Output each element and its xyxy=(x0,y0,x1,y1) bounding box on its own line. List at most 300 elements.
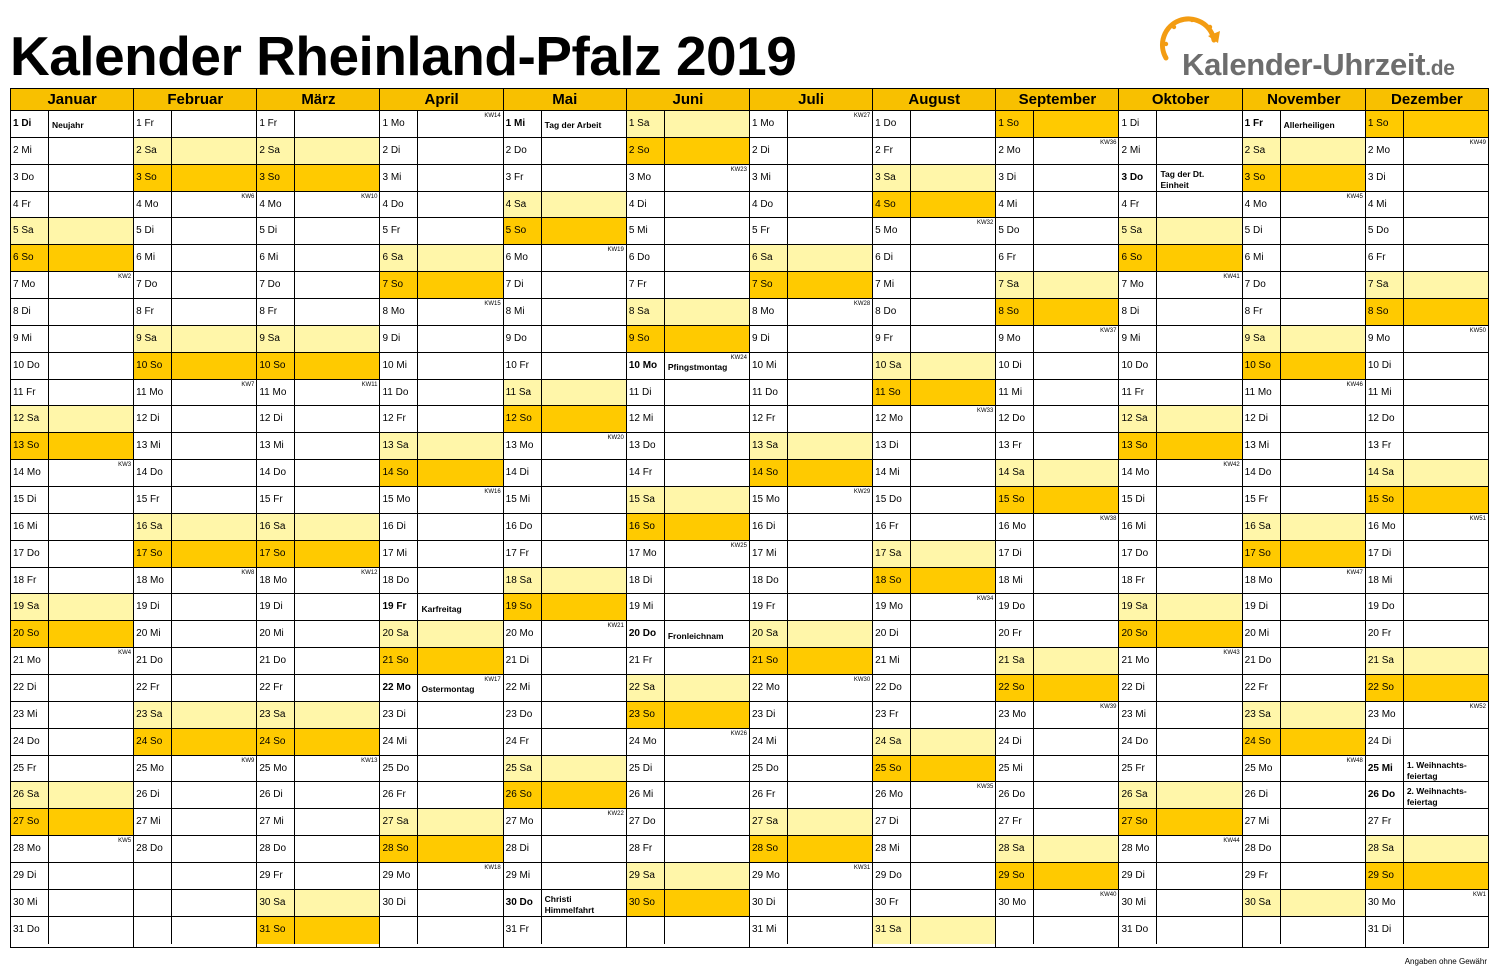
day-row xyxy=(627,541,749,568)
day-label: 27 Sa xyxy=(750,809,788,835)
day-row xyxy=(134,675,256,702)
note-cell xyxy=(1157,245,1241,271)
note-cell xyxy=(1281,487,1365,513)
note-cell xyxy=(911,514,995,540)
week-number: KW9 xyxy=(241,757,255,764)
week-number: KW2 xyxy=(118,274,132,281)
note-cell xyxy=(1157,917,1241,944)
note-cell xyxy=(1404,514,1488,540)
day-row xyxy=(11,218,133,245)
day-label: 28 Di xyxy=(504,836,542,862)
day-row xyxy=(134,406,256,433)
day-label: 13 Fr xyxy=(1366,433,1404,459)
day-row xyxy=(1366,487,1488,514)
day-label: 1 Sa xyxy=(627,111,665,137)
day-row xyxy=(873,433,995,460)
day-row xyxy=(750,353,872,380)
day-label: 17 So xyxy=(1243,541,1281,567)
day-row xyxy=(1366,917,1488,944)
note-cell xyxy=(1404,272,1488,298)
note-cell xyxy=(542,406,626,432)
day-row xyxy=(1119,541,1241,568)
note-cell xyxy=(911,621,995,647)
day-label: 21 So xyxy=(380,648,418,674)
note-cell xyxy=(49,675,133,701)
day-label: 18 Fr xyxy=(11,568,49,594)
day-row xyxy=(1366,406,1488,433)
day-label: 6 Fr xyxy=(996,245,1034,271)
day-row xyxy=(627,326,749,353)
day-label xyxy=(1243,917,1281,944)
day-label: 4 Fr xyxy=(1119,192,1157,218)
day-label: 14 So xyxy=(380,460,418,486)
note-cell xyxy=(1034,863,1118,889)
note-cell xyxy=(542,487,626,513)
note-cell xyxy=(418,138,502,164)
day-label: 10 Do xyxy=(1119,353,1157,379)
note-cell xyxy=(1034,729,1118,755)
day-label: 1 Mi xyxy=(504,111,542,137)
day-label: 20 Sa xyxy=(750,621,788,647)
note-cell xyxy=(1404,648,1488,674)
day-row xyxy=(996,460,1118,487)
day-label: 22 Do xyxy=(873,675,911,701)
day-row xyxy=(380,192,502,219)
note-cell xyxy=(1281,111,1365,137)
day-label: 22 Fr xyxy=(1243,675,1281,701)
day-label: 6 Mi xyxy=(257,245,295,271)
day-row xyxy=(873,192,995,219)
note-cell xyxy=(788,729,872,755)
day-row xyxy=(627,621,749,648)
day-label: 25 Mo xyxy=(134,756,172,782)
day-label: 9 Mi xyxy=(11,326,49,352)
day-row xyxy=(627,433,749,460)
day-label: 17 Di xyxy=(996,541,1034,567)
day-label: 8 Di xyxy=(1119,299,1157,325)
day-label: 8 Di xyxy=(11,299,49,325)
note-cell xyxy=(1157,568,1241,594)
note-cell xyxy=(665,621,749,647)
note-cell xyxy=(1157,487,1241,513)
month-header: Dezember xyxy=(1366,89,1488,111)
note-cell xyxy=(788,809,872,835)
note-cell xyxy=(1404,433,1488,459)
day-row xyxy=(257,380,379,407)
day-label: 15 Fr xyxy=(134,487,172,513)
note-cell xyxy=(172,272,256,298)
note-cell xyxy=(788,782,872,808)
day-label: 20 Fr xyxy=(1366,621,1404,647)
day-label: 22 Mo xyxy=(380,675,418,701)
day-label: 26 Mi xyxy=(627,782,665,808)
week-number: KW26 xyxy=(730,730,747,737)
note-cell xyxy=(49,138,133,164)
day-row xyxy=(257,272,379,299)
holiday-name: Christi Himmelfahrt xyxy=(544,893,595,915)
day-row xyxy=(996,218,1118,245)
note-cell xyxy=(911,782,995,808)
note-cell xyxy=(295,406,379,432)
day-label: 5 Mo xyxy=(873,218,911,244)
day-row xyxy=(1243,245,1365,272)
logo[interactable] xyxy=(1152,10,1492,85)
day-row xyxy=(504,487,626,514)
day-row xyxy=(873,729,995,756)
note-cell xyxy=(788,836,872,862)
day-row xyxy=(257,487,379,514)
day-label: 11 Mi xyxy=(1366,380,1404,406)
day-label: 12 Do xyxy=(1366,406,1404,432)
day-row xyxy=(504,917,626,944)
note-cell xyxy=(295,245,379,271)
day-row xyxy=(380,702,502,729)
note-cell xyxy=(911,594,995,620)
note-cell xyxy=(665,380,749,406)
day-row xyxy=(134,353,256,380)
day-row xyxy=(1243,138,1365,165)
day-row xyxy=(1366,433,1488,460)
note-cell xyxy=(172,406,256,432)
day-row xyxy=(750,648,872,675)
note-cell xyxy=(172,675,256,701)
day-row xyxy=(380,218,502,245)
note-cell xyxy=(49,192,133,218)
day-row xyxy=(380,890,502,917)
day-label: 5 Fr xyxy=(750,218,788,244)
day-label: 6 So xyxy=(1119,245,1157,271)
day-row xyxy=(380,433,502,460)
day-row xyxy=(750,138,872,165)
day-label: 16 Mi xyxy=(1119,514,1157,540)
day-label: 15 Fr xyxy=(257,487,295,513)
note-cell xyxy=(665,863,749,889)
note-cell xyxy=(1157,541,1241,567)
day-label: 10 Fr xyxy=(504,353,542,379)
note-cell xyxy=(542,621,626,647)
day-label: 13 So xyxy=(11,433,49,459)
day-row xyxy=(1119,702,1241,729)
note-cell xyxy=(49,648,133,674)
day-row xyxy=(257,675,379,702)
day-row xyxy=(873,460,995,487)
note-cell xyxy=(49,272,133,298)
day-row xyxy=(380,568,502,595)
holiday-name: Tag der Arbeit xyxy=(544,120,602,131)
note-cell xyxy=(418,326,502,352)
day-row xyxy=(873,836,995,863)
note-cell xyxy=(49,460,133,486)
day-row xyxy=(1119,756,1241,783)
note-cell xyxy=(418,272,502,298)
note-cell xyxy=(788,326,872,352)
day-row xyxy=(627,380,749,407)
day-label: 26 Sa xyxy=(1119,782,1157,808)
note-cell xyxy=(49,514,133,540)
day-label: 1 So xyxy=(996,111,1034,137)
day-row xyxy=(11,756,133,783)
day-label: 16 Sa xyxy=(134,514,172,540)
note-cell xyxy=(788,621,872,647)
day-label: 25 Fr xyxy=(11,756,49,782)
day-label: 9 Sa xyxy=(257,326,295,352)
day-row xyxy=(504,353,626,380)
note-cell xyxy=(911,917,995,944)
note-cell xyxy=(542,648,626,674)
note-cell xyxy=(1281,406,1365,432)
note-cell xyxy=(49,568,133,594)
note-cell xyxy=(295,487,379,513)
day-row xyxy=(134,165,256,192)
day-row xyxy=(257,514,379,541)
note-cell xyxy=(788,756,872,782)
day-label: 23 Mo xyxy=(996,702,1034,728)
day-label: 15 Mo xyxy=(750,487,788,513)
day-row xyxy=(257,782,379,809)
day-row xyxy=(996,648,1118,675)
note-cell xyxy=(418,729,502,755)
day-row xyxy=(380,299,502,326)
note-cell xyxy=(542,514,626,540)
note-cell xyxy=(295,648,379,674)
note-cell xyxy=(1404,675,1488,701)
note-cell xyxy=(1157,380,1241,406)
note-cell xyxy=(172,782,256,808)
note-cell xyxy=(788,218,872,244)
day-label: 21 Mi xyxy=(873,648,911,674)
day-label: 12 Sa xyxy=(1119,406,1157,432)
note-cell xyxy=(1034,192,1118,218)
day-row xyxy=(1243,729,1365,756)
day-row xyxy=(257,756,379,783)
day-label: 7 Do xyxy=(134,272,172,298)
day-label: 1 Mo xyxy=(750,111,788,137)
note-cell xyxy=(172,702,256,728)
note-cell xyxy=(1281,138,1365,164)
note-cell xyxy=(911,541,995,567)
day-label: 11 Mo xyxy=(134,380,172,406)
day-row xyxy=(996,568,1118,595)
day-label: 3 Do xyxy=(11,165,49,191)
day-row xyxy=(1119,218,1241,245)
note-cell xyxy=(911,756,995,782)
day-row xyxy=(996,487,1118,514)
note-cell xyxy=(665,487,749,513)
note-cell xyxy=(1281,594,1365,620)
note-cell xyxy=(665,460,749,486)
week-number: KW39 xyxy=(1100,703,1117,710)
week-number: KW22 xyxy=(607,811,624,818)
day-label: 26 Di xyxy=(1243,782,1281,808)
day-label: 4 Do xyxy=(750,192,788,218)
day-label: 30 Mo xyxy=(1366,890,1404,916)
week-number: KW18 xyxy=(484,865,501,872)
note-cell xyxy=(1034,702,1118,728)
note-cell xyxy=(542,272,626,298)
day-label: 6 Do xyxy=(627,245,665,271)
day-label: 6 Di xyxy=(873,245,911,271)
day-row xyxy=(380,406,502,433)
empty-day-cell xyxy=(134,890,256,917)
note-cell xyxy=(172,863,256,889)
day-label: 31 Fr xyxy=(504,917,542,944)
day-label: 22 Di xyxy=(11,675,49,701)
note-cell xyxy=(1281,729,1365,755)
note-cell xyxy=(418,165,502,191)
week-number: KW10 xyxy=(361,193,378,200)
day-row xyxy=(134,782,256,809)
day-row xyxy=(873,353,995,380)
day-label: 27 Sa xyxy=(380,809,418,835)
note-cell xyxy=(542,782,626,808)
day-row xyxy=(11,111,133,138)
month-column xyxy=(380,89,503,947)
note-cell xyxy=(1404,863,1488,889)
day-label: 18 Do xyxy=(380,568,418,594)
day-label: 31 Di xyxy=(1366,917,1404,944)
day-label: 26 Mo xyxy=(873,782,911,808)
day-label: 17 Do xyxy=(1119,541,1157,567)
day-label: 14 Mo xyxy=(1119,460,1157,486)
note-cell xyxy=(911,675,995,701)
note-cell xyxy=(1281,299,1365,325)
note-cell xyxy=(1281,836,1365,862)
note-cell xyxy=(172,353,256,379)
note-cell xyxy=(49,917,133,944)
day-row xyxy=(996,272,1118,299)
day-row xyxy=(1119,406,1241,433)
day-row xyxy=(380,165,502,192)
note-cell xyxy=(542,326,626,352)
day-row xyxy=(11,353,133,380)
day-label: 29 So xyxy=(996,863,1034,889)
day-row xyxy=(504,675,626,702)
day-row xyxy=(1119,675,1241,702)
week-number: KW44 xyxy=(1223,838,1240,845)
empty-day-cell xyxy=(1243,917,1365,944)
day-label: 7 Di xyxy=(504,272,542,298)
note-cell xyxy=(418,809,502,835)
note-cell xyxy=(295,541,379,567)
note-cell xyxy=(788,568,872,594)
day-row xyxy=(380,863,502,890)
day-row xyxy=(11,433,133,460)
day-row xyxy=(504,218,626,245)
month-header: Juli xyxy=(750,89,872,111)
holiday-name: Karfreitag xyxy=(421,603,462,614)
day-label: 4 Mo xyxy=(1243,192,1281,218)
day-row xyxy=(1119,245,1241,272)
note-cell xyxy=(1157,460,1241,486)
note-cell xyxy=(788,433,872,459)
day-label: 14 Do xyxy=(1243,460,1281,486)
note-cell xyxy=(1034,272,1118,298)
note-cell xyxy=(1034,890,1118,916)
note-cell xyxy=(295,218,379,244)
day-label: 23 Sa xyxy=(1243,702,1281,728)
day-label: 27 So xyxy=(11,809,49,835)
day-row xyxy=(257,245,379,272)
day-row xyxy=(750,782,872,809)
day-label: 16 Mo xyxy=(1366,514,1404,540)
note-cell xyxy=(172,138,256,164)
day-row xyxy=(1366,165,1488,192)
week-number: KW31 xyxy=(853,865,871,872)
day-label: 19 Sa xyxy=(1119,594,1157,620)
day-row xyxy=(873,380,995,407)
day-row xyxy=(257,192,379,219)
day-label: 18 Mo xyxy=(257,568,295,594)
month-column xyxy=(134,89,257,947)
day-row xyxy=(1119,782,1241,809)
day-label: 10 So xyxy=(257,353,295,379)
day-row xyxy=(380,326,502,353)
note-cell xyxy=(665,890,749,916)
day-label: 19 Mo xyxy=(873,594,911,620)
day-row xyxy=(11,380,133,407)
day-label: 12 Fr xyxy=(380,406,418,432)
note-cell xyxy=(665,299,749,325)
day-row xyxy=(627,406,749,433)
day-row xyxy=(996,192,1118,219)
note-cell xyxy=(1281,460,1365,486)
note-cell xyxy=(418,702,502,728)
day-label: 11 Mo xyxy=(1243,380,1281,406)
day-row xyxy=(11,165,133,192)
day-label: 19 Do xyxy=(996,594,1034,620)
note-cell xyxy=(542,702,626,728)
day-row xyxy=(504,299,626,326)
day-label: 30 Sa xyxy=(1243,890,1281,916)
day-row xyxy=(873,272,995,299)
day-row xyxy=(257,836,379,863)
day-row xyxy=(873,568,995,595)
day-row xyxy=(1366,514,1488,541)
day-label: 15 Mi xyxy=(504,487,542,513)
note-cell xyxy=(1404,756,1488,782)
note-cell xyxy=(295,353,379,379)
day-row xyxy=(627,272,749,299)
day-label: 6 Mo xyxy=(504,245,542,271)
day-label: 11 Mo xyxy=(257,380,295,406)
day-row xyxy=(257,594,379,621)
note-cell xyxy=(49,218,133,244)
week-number: KW28 xyxy=(853,301,871,308)
note-cell xyxy=(1157,192,1241,218)
day-row xyxy=(627,111,749,138)
day-row xyxy=(504,460,626,487)
day-row xyxy=(1119,917,1241,944)
day-label: 16 So xyxy=(627,514,665,540)
note-cell xyxy=(542,809,626,835)
note-cell xyxy=(1281,514,1365,540)
day-label: 21 Do xyxy=(134,648,172,674)
day-label: 3 So xyxy=(134,165,172,191)
day-row xyxy=(504,756,626,783)
note-cell xyxy=(1281,621,1365,647)
empty-day-cell xyxy=(996,917,1118,944)
note-cell xyxy=(665,675,749,701)
week-number: KW43 xyxy=(1223,650,1240,657)
month-header: März xyxy=(257,89,379,111)
note-cell xyxy=(788,138,872,164)
week-number: KW32 xyxy=(976,220,994,227)
note-cell xyxy=(172,568,256,594)
day-label: 22 Fr xyxy=(257,675,295,701)
day-row xyxy=(380,460,502,487)
note-cell xyxy=(172,756,256,782)
day-label: 6 Mi xyxy=(134,245,172,271)
